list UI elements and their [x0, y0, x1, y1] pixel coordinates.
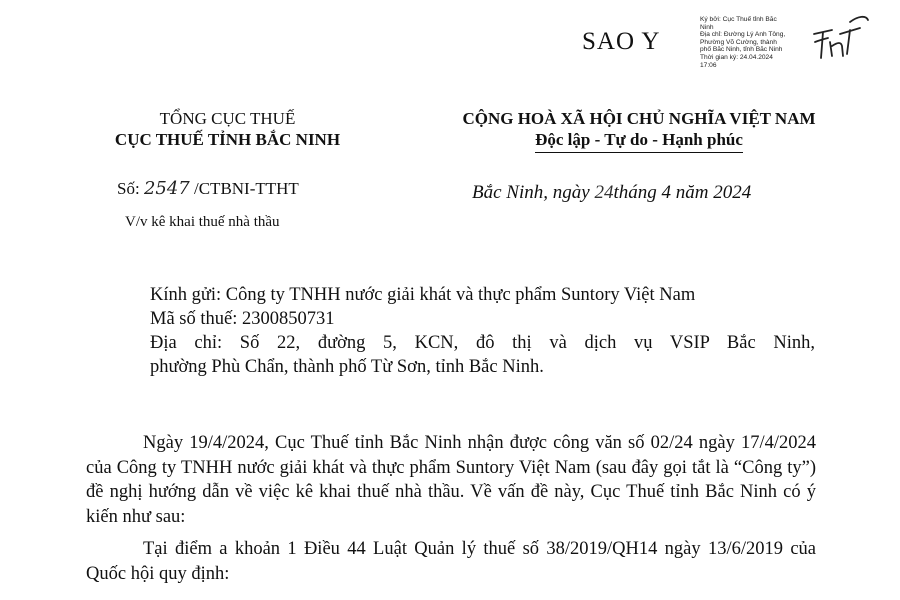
national-motto: Độc lập - Tự do - Hạnh phúc	[535, 129, 743, 153]
handwritten-signature	[810, 12, 872, 62]
place-date-prefix: Bắc Ninh, ngày	[472, 182, 595, 203]
recipient-address: Địa chỉ: Số 22, đường 5, KCN, đô thị và dịch vụ VSIP Bắc Ninh,	[150, 333, 815, 353]
national-header	[430, 108, 848, 153]
nation-title: CỘNG HOÀ XÃ HỘI CHỦ NGHĨA VIỆT NAM	[462, 109, 816, 128]
signature-line: Ninh	[700, 23, 714, 31]
digital-signature-info	[700, 16, 812, 69]
body-paragraph: Tại điểm a khoản 1 Điều 44 Luật Quản lý thuế số 38/2019/QH14 ngày 13/6/2019 của Quốc hội quy định:	[86, 539, 816, 584]
document-number-suffix: /CTBNI-TTHT	[189, 179, 299, 198]
agency-name: CỤC THUẾ TỈNH BẮC NINH	[114, 130, 341, 149]
parent-agency: TỔNG CỤC THUẾ	[159, 109, 296, 128]
signature-line: phố Bắc Ninh, tỉnh Bắc Ninh	[700, 46, 783, 54]
recipient-address-continued: phường Phù Chẩn, thành phố Từ Sơn, tỉnh Bắc Ninh.	[150, 357, 544, 377]
signature-line: 17:06	[700, 61, 717, 69]
document-number	[117, 178, 299, 199]
issuing-agency	[85, 108, 370, 150]
signature-line: Địa chỉ: Đường Lý Anh Tông,	[700, 31, 786, 39]
recipient-name: Kính gửi: Công ty TNHH nước giải khát và thực phẩm Suntory Việt Nam	[150, 285, 696, 305]
body-paragraph: Ngày 19/4/2024, Cục Thuế tỉnh Bắc Ninh nhận được công văn số 02/24 ngày 17/4/2024 của Công ty TNHH nước giải khát và thực phẩm Suntory Việt Nam (sau đây gọi tắt là “Công ty”) đề nghị hướng dẫn về việc kê khai thuế nhà thầu. Về vấn đề này, Cục Thuế tỉnh Bắc Ninh có ý kiến như sau:	[86, 433, 816, 527]
letter-body	[86, 431, 816, 586]
recipient-tax-code: Mã số thuế: 2300850731	[150, 309, 335, 329]
recipient-block	[150, 283, 815, 379]
signature-line: Ký bởi: Cục Thuế tỉnh Bắc	[700, 16, 777, 23]
day-handwritten: 24	[594, 182, 614, 203]
copy-stamp: SAO Y	[582, 28, 661, 55]
document-number-handwritten: 2547	[143, 178, 190, 199]
signature-line: Thời gian ký: 24.04.2024	[700, 53, 773, 61]
place-date-suffix: tháng 4 năm 2024	[613, 182, 752, 203]
signature-line: Phường Võ Cường, thành	[700, 38, 777, 46]
document-number-prefix: Số:	[117, 179, 144, 198]
document-subject: V/v kê khai thuế nhà thầu	[125, 214, 280, 230]
place-and-date	[472, 182, 751, 204]
